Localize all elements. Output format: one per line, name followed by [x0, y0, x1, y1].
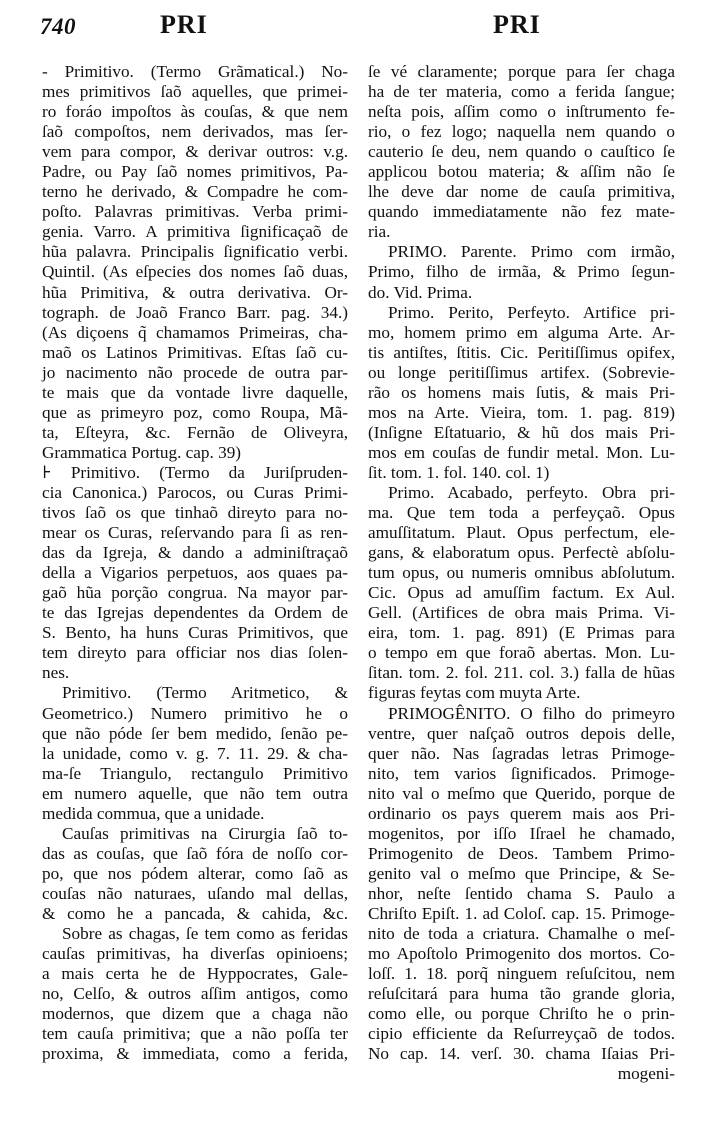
text-line: reſuſcitará para huma tão grande gloria, — [368, 984, 675, 1004]
text-line: nito val o meſmo que Querido, porque de — [368, 783, 675, 803]
text-line: terno he derivado, & Compadre he com- — [42, 182, 348, 202]
text-line: ha de ter materia, como a ferida ſangue; — [368, 82, 675, 102]
text-line: o tempo em que foraõ abertas. Mon. Lu- — [368, 643, 675, 663]
text-line: gans, & elaboratum opus. Perfectè abſolu- — [368, 543, 675, 563]
text-line: ſaõ compoſtos, nem derivados, mas ſer- — [42, 122, 348, 142]
text-line: no, Celſo, & outros aſſim antigos, como — [42, 984, 348, 1004]
text-line: genito val o meſmo que Principe, & Se- — [368, 863, 675, 883]
text-line: ſe vé claramente; porque para ſer chaga — [368, 62, 675, 81]
text-line: que não póde ſer bem medido, ſenão pe- — [42, 723, 348, 743]
text-line: Gell. (Artifices de obra mais Prima. Vi- — [368, 603, 675, 623]
text-line: quer não. Nas ſagradas letras Primoge- — [368, 743, 675, 763]
text-line: a mais certa he de Hyppocrates, Gale- — [42, 964, 348, 984]
text-line: modernos, que dizem que a chaga não — [42, 1004, 348, 1024]
text-line: Primo, filho de irmãa, & Primo ſegun- — [368, 262, 675, 282]
text-line: genia. Varro. A primitiva ſignificaçaõ de — [42, 222, 348, 242]
text-line: cauſas primitivas, ha diverſas opinioens; — [42, 944, 348, 964]
text-line: tem cauſa primitiva; que a não poſſa ter — [42, 1024, 348, 1044]
text-line: tograph. de Joaõ Franco Barr. pag. 34.) — [42, 302, 348, 322]
text-line: ma. Que tem toda a perfeyçaõ. Opus — [368, 503, 675, 523]
right-column — [368, 62, 675, 1084]
text-line: das da Igreja, & dando a adminiſtraçaõ — [42, 543, 348, 563]
text-line: maõ os Latinos Primitivas. Eſtas ſaõ cu- — [42, 342, 348, 362]
text-line: em numero aquelle, que não tem outra — [42, 783, 348, 803]
text-line: rão os homens mais ſutis, & mais Pri- — [368, 382, 675, 402]
text-line: nito, tem varios ſignificados. Primoge- — [368, 763, 675, 783]
text-line: ma-ſe Triangulo, rectangulo Primitivo — [42, 763, 348, 783]
text-line: cipio efficiente da Reſurreyçaõ de todos. — [368, 1024, 675, 1044]
text-line: vem para compor, & derivar outros: v.g. — [42, 142, 348, 162]
text-line: (As diçoens q̃ chamamos Primeiras, cha- — [42, 322, 348, 342]
text-line: mo, homem primo em alguma Arte. Ar- — [368, 322, 675, 342]
text-line: poſto. Palavras primitivas. Verba primi- — [42, 202, 348, 222]
text-line: & como he a pancada, & cahida, &c. — [42, 903, 348, 923]
text-line: das as couſas, que ſaõ fóra de noſſo cor- — [42, 843, 348, 863]
text-line: gaõ hũa porção congrua. Na mayor par- — [42, 583, 348, 603]
text-line: Primo. Acabado, perfeyto. Obra pri- — [388, 482, 675, 502]
text-line: figuras feytas com muyta Arte. — [368, 683, 581, 703]
text-line: Primogenito de Deos. Tambem Primo- — [368, 843, 675, 863]
text-line: loſſ. 1. 18. porq̃ ninguem reſuſcitou, nem — [368, 964, 675, 984]
text-line: nhor, neſte ſentido chama S. Paulo a — [368, 883, 675, 903]
text-line: po, que nos pódem alterar, como ſaõ as — [42, 863, 348, 883]
text-line: ſitan. tom. 2. fol. 211. col. 3.) falla de hũas — [368, 663, 675, 683]
text-line: ro foráo impoſtos às couſas, & que nem — [42, 102, 348, 122]
text-line: rio, o fez logo; naquella nem quando o — [368, 122, 675, 142]
text-line: te das Igrejas dependentes da Ordem de — [42, 603, 348, 623]
text-line: nito de toda a criatura. Chamalhe o meſ- — [368, 924, 675, 944]
text-line: Cic. Opus ad amuſſim factum. Ex Aul. — [368, 583, 675, 603]
text-line: tivos ſaõ os que tinhaõ direyto para no- — [42, 503, 348, 523]
text-line: que as primeyro poz, como Roupa, Mã- — [42, 402, 348, 422]
text-line: ordinario os pays querem mais aos Pri- — [368, 803, 675, 823]
text-line: PRIMOGÊNITO. O filho do primeyro — [388, 703, 675, 723]
left-column — [42, 62, 348, 1064]
text-line: ſit. tom. 1. fol. 140. col. 1) — [368, 462, 550, 482]
text-line: Padre, ou Pay ſaõ nomes primitivos, Pa- — [42, 162, 348, 182]
text-line: Primitivo. (Termo Aritmetico, & — [62, 683, 348, 703]
text-line: do. Vid. Prima. — [368, 282, 473, 302]
text-line: nes. — [42, 663, 70, 683]
text-line: ou longe peritiſſimus artifex. (Sobrevie- — [368, 362, 675, 382]
text-line: tem direyto para officiar nos dias ſolen- — [42, 643, 348, 663]
text-line: ria. — [368, 222, 391, 242]
text-line: - Primitivo. (Termo Grãmatical.) No- — [42, 62, 348, 81]
text-line: ventre, quer naſçaõ outros depois delle, — [368, 723, 675, 743]
text-line: S. Bento, ha huns Curas Primitivos, que — [42, 623, 348, 643]
text-line: lhe deve dar nome de cauſa primitiva, — [368, 182, 675, 202]
text-line: quando immediatamente não fez mate- — [368, 202, 675, 222]
text-line: applicou botou materia; & aſſim não ſe — [368, 162, 675, 182]
text-line: proxima, & immediata, como a ferida, — [42, 1044, 348, 1064]
text-line: como elle, ou porque Chriſto he o prin- — [368, 1004, 675, 1024]
running-head-left: PRI — [160, 10, 208, 39]
text-line: hũa Primitiva, & outra derivativa. Or- — [42, 282, 348, 302]
text-line: couſas não naturaes, uſando mal dellas, — [42, 883, 348, 903]
text-line: amuſſitatum. Plaut. Opus perfectum, ele- — [368, 523, 675, 543]
text-line: mos na Arte. Vieira, tom. 1. pag. 819) — [368, 402, 675, 422]
text-line: Grammatica Portug. cap. 39) — [42, 442, 242, 462]
text-line: medida commua, que a unidade. — [42, 803, 265, 823]
text-line: Quintil. (As eſpecies dos nomes ſaõ duas, — [42, 262, 348, 282]
text-line: ta, Eſteyra, &c. Fernão de Oliveyra, — [42, 422, 348, 442]
text-line: No cap. 14. verſ. 30. chama Iſaias Pri- — [368, 1044, 675, 1064]
text-line: Sobre as chagas, ſe tem como as feridas — [62, 924, 348, 944]
text-line: della a Vigarios perpetuos, aos quaes pa- — [42, 563, 348, 583]
text-line: la unidade, como v. g. 7. 11. 29. & cha- — [42, 743, 348, 763]
text-line: mes primitivos ſaõ aquelles, que primei- — [42, 82, 348, 102]
text-line: Geometrico.) Numero primitivo he o — [42, 703, 348, 723]
text-line: PRIMO. Parente. Primo com irmão, — [388, 242, 675, 262]
text-line: mear os Curas, reſervando para ſi as ren- — [42, 523, 348, 543]
text-line: ⊦ Primitivo. (Termo da Juriſpruden- — [42, 462, 348, 482]
text-line: cia Canonica.) Parocos, ou Curas Primi- — [42, 482, 348, 502]
text-line: Chriſto Epiſt. 1. ad Coloſ. cap. 15. Primoge- — [368, 903, 675, 923]
text-line: cauterio ſe deu, nem quando o cauſtico ſe — [368, 142, 675, 162]
text-line: hũa palavra. Principalis ſignificatio verbi. — [42, 242, 348, 262]
text-line: neſta pois, aſſim como o inſtrumento fe- — [368, 102, 675, 122]
running-head-right: PRI — [493, 10, 541, 39]
text-line: tis antiſtes, ſtitis. Cic. Peritiſſimus opifex, — [368, 342, 675, 362]
text-line: (Inſigne Eſtatuario, & hũ dos mais Pri- — [368, 422, 675, 442]
text-line: mogeni- — [617, 1064, 675, 1084]
text-line: tum opus, ou numeris omnibus abſolutum. — [368, 563, 675, 583]
text-line: mos em couſas de fundir metal. Mon. Lu- — [368, 442, 675, 462]
text-line: eira, tom. 1. pag. 891) (E Primas para — [368, 623, 675, 643]
page-number: 740 — [40, 14, 76, 39]
text-line: Primo. Perito, Perfeyto. Artifice pri- — [388, 302, 675, 322]
text-line: jo nacimento não procede de outra par- — [42, 362, 348, 382]
text-line: mogenitos, por iſſo Iſrael he chamado, — [368, 823, 675, 843]
text-line: Cauſas primitivas na Cirurgia ſaõ to- — [62, 823, 348, 843]
text-line: te mais que da vontade livre daquelle, — [42, 382, 348, 402]
text-line: mo Apoſtolo Primogenito dos mortos. Co- — [368, 944, 675, 964]
